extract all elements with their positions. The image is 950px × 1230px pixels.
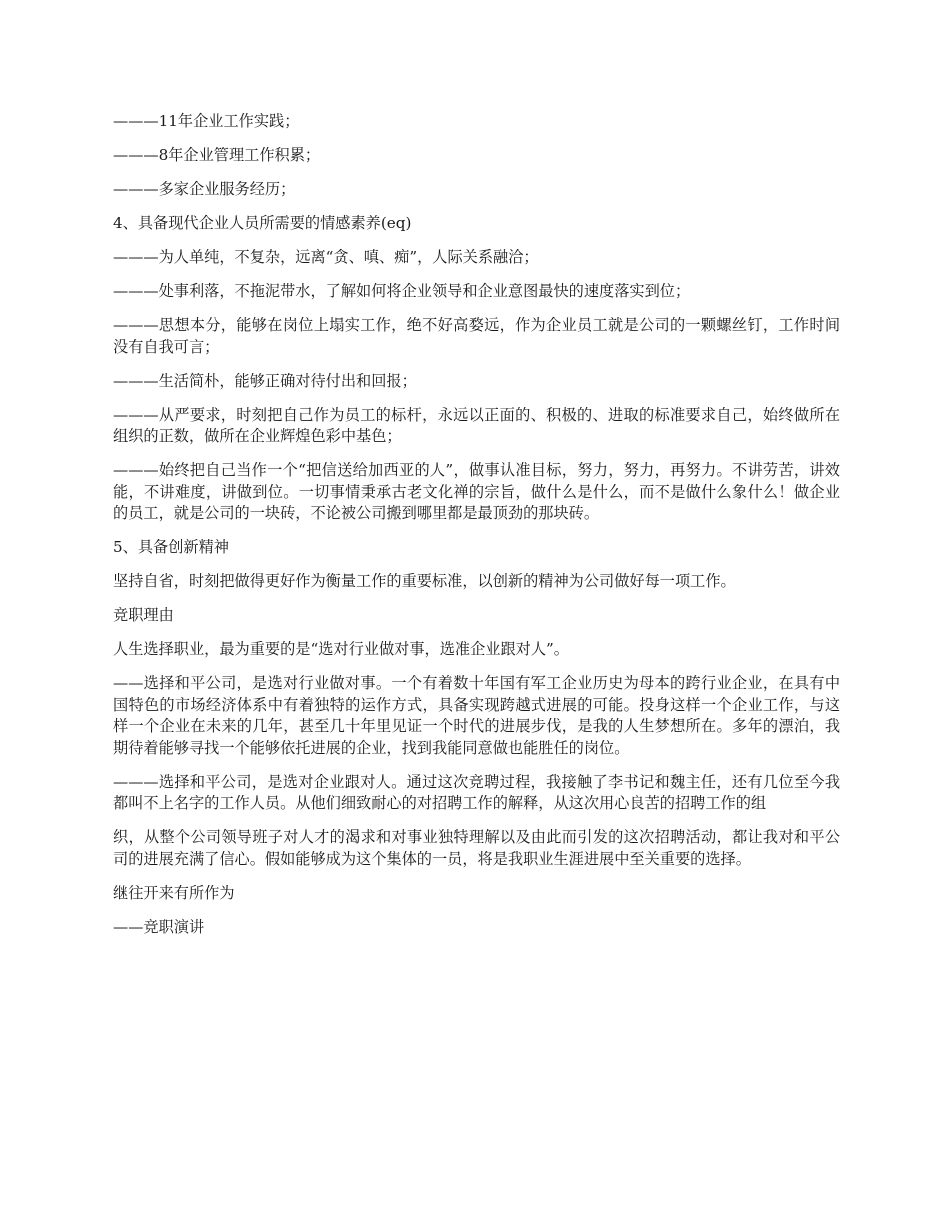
paragraph-simple-life: ———生活简朴，能够正确对待付出和回报；	[113, 371, 417, 390]
paragraph-self-reflection: 坚持自省，时刻把做得更好作为衡量工作的重要标准，以创新的精神为公司做好每一项工作。	[113, 572, 736, 590]
paragraph-strict-requirements: ———从严要求，时刻把自己作为员工的标杆，永远以正面的、积极的、进取的标准要求自己，始终做所在组织的正数，做所在企业辉煌色彩中基色；	[113, 405, 840, 445]
section-heading-reasons: 竞职理由	[113, 606, 174, 624]
paragraph-career-choice: 人生选择职业，最为重要的是“选对行业做对事，选准企业跟对人”。	[113, 640, 569, 658]
section-heading-emotional-quality: 4、具备现代企业人员所需要的情感素养(eq)	[113, 214, 412, 232]
closing-signature: ——竞职演讲	[113, 917, 205, 936]
paragraph-experience-11-years: ———11年企业工作实践；	[113, 112, 300, 130]
document-body	[113, 111, 840, 951]
paragraph-management-8-years: ———8年企业管理工作积累；	[113, 146, 321, 164]
paragraph-simple-person: ———为人单纯，不复杂，远离“贪、嗔、痴”，人际关系融洽；	[113, 248, 539, 266]
paragraph-down-to-earth: ———思想本分，能够在岗位上塌实工作，绝不好高婺远，作为企业员工就是公司的一颗螺丝钉，工作时间没有自我可言；	[113, 316, 840, 356]
paragraph-service-experience: ———多家企业服务经历；	[113, 180, 296, 198]
paragraph-confidence: 织，从整个公司领导班子对人才的渴求和对事业独特理解以及由此而引发的这次招聘活动，都让我对和平公司的进展充满了信心。假如能够成为这个集体的一员，将是我职业生涯进展中至关重要的选择。	[113, 828, 840, 868]
closing-line: 继往开来有所作为	[113, 883, 235, 902]
section-heading-innovation: 5、具备创新精神	[113, 538, 229, 556]
paragraph-efficient-work: ———处事利落，不拖泥带水，了解如何将企业领导和企业意图最快的速度落实到位；	[113, 282, 691, 300]
paragraph-message-to-garcia: ———始终把自己当作一个“把信送给加西亚的人”，做事认准目标，努力，努力，再努力。不讲劳苦，讲效能，不讲难度，讲做到位。一切事情秉承古老文化禅的宗旨，做什么是什么，而不是做什么象什么！做企业的员工，就是公司的一块砖，不论被公司搬到哪里都是最顶劲的那块砖。	[113, 461, 840, 522]
paragraph-right-company: ———选择和平公司，是选对企业跟对人。通过这次竞聘过程，我接触了李书记和魏主任，还有几位至今我都叫不上名字的工作人员。从他们细致耐心的对招聘工作的解释，从这次用心良苦的招聘工作的组	[113, 772, 840, 812]
paragraph-right-industry: ——选择和平公司，是选对行业做对事。一个有着数十年国有军工企业历史为母本的跨行业企业，在具有中国特色的市场经济体系中有着独特的运作方式，具备实现跨越式进展的可能。投身这样一个企业工作，与这样一个企业在未来的几年，甚至几十年里见证一个时代的进展步伐，是我的人生梦想所在。多年的漂泊，我期待着能够寻找一个能够依托进展的企业，找到我能同意做也能胜任的岗位。	[113, 674, 840, 757]
